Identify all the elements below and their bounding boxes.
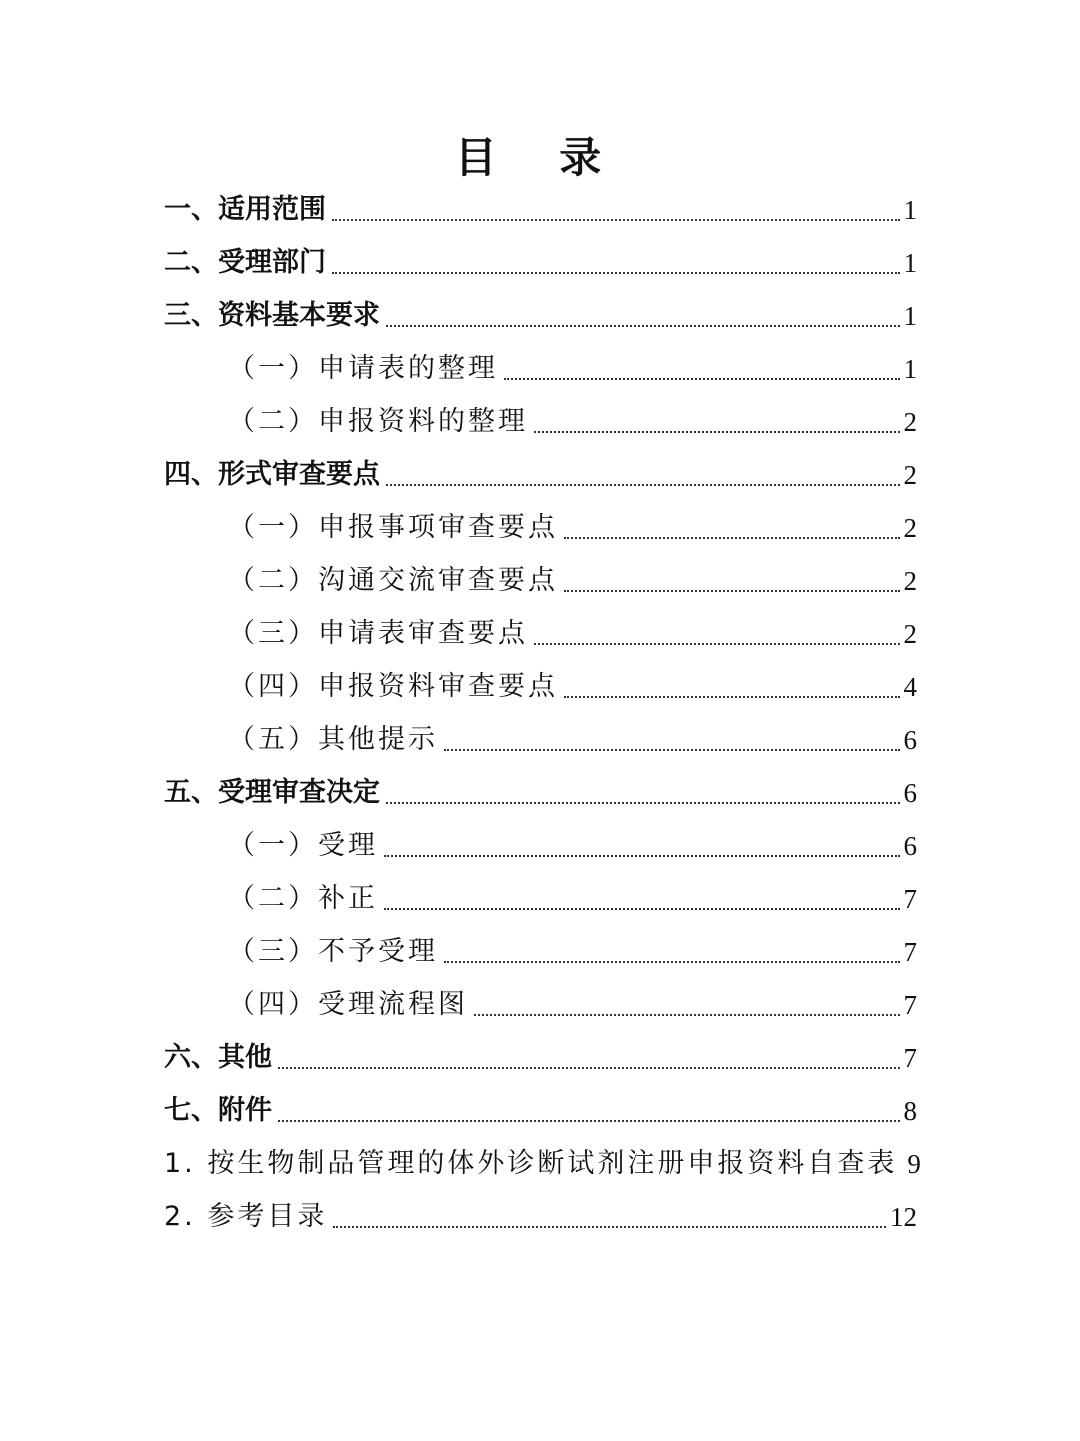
dot-leader [564,590,900,592]
dot-leader [444,961,900,963]
toc-entry[interactable] [228,826,917,866]
toc-entry-label: （一）申请表的整理 [228,353,498,384]
toc-entry[interactable] [164,190,917,230]
toc-entry-label: 五、受理审查决定 [164,777,380,808]
toc-entry-label: （四）受理流程图 [228,989,468,1020]
toc-entry-page: 2 [903,460,917,490]
toc-entry-page: 6 [903,831,917,861]
toc-entry[interactable] [228,985,917,1025]
dot-leader [474,1014,900,1016]
toc-entry-page: 7 [903,937,917,967]
toc-entry-label: 三、资料基本要求 [164,300,380,331]
dot-leader [564,537,900,539]
toc-entry[interactable] [164,243,917,283]
toc-entry-label: 2. 参考目录 [164,1201,328,1232]
toc-entry-label: （三）申请表审查要点 [228,618,528,649]
dot-leader [278,1067,900,1069]
toc-entry[interactable] [228,561,917,601]
toc-entry-label: （三）不予受理 [228,936,438,967]
toc-entry-page: 2 [903,566,917,596]
toc-entry-label: （一）受理 [228,830,378,861]
toc-entry-page: 9 [907,1149,921,1179]
toc-entry-label: 1. 按生物制品管理的体外诊断试剂注册申报资料自查表 [164,1148,898,1179]
dot-leader [534,643,900,645]
toc-entry-page: 1 [903,248,917,278]
dot-leader [333,1226,886,1228]
toc-entry-page: 7 [903,884,917,914]
toc-entry[interactable] [228,720,917,760]
dot-leader [386,484,900,486]
toc-entry[interactable] [164,1038,917,1078]
toc-entry-page: 12 [890,1202,917,1232]
dot-leader [504,378,900,380]
toc-entry-label: 四、形式审查要点 [164,459,380,490]
toc-entry[interactable] [164,296,917,336]
toc-entry-label: 六、其他 [164,1042,272,1073]
dot-leader [386,802,900,804]
toc-entry-label: （二）申报资料的整理 [228,406,528,437]
toc-entry[interactable] [228,508,917,548]
page-title: 目 录 [454,133,626,182]
toc-entry-page: 6 [903,725,917,755]
dot-leader [384,908,900,910]
toc-entry-page: 2 [903,513,917,543]
toc-entry-page: 2 [903,619,917,649]
toc-entry-page: 7 [903,990,917,1020]
toc-entry-page: 1 [903,354,917,384]
dot-leader [278,1120,900,1122]
toc-entry[interactable] [164,1197,917,1237]
toc-entry-page: 1 [903,301,917,331]
toc-entry-page: 6 [903,778,917,808]
toc-entry[interactable] [228,402,917,442]
toc-entry-page: 7 [903,1043,917,1073]
dot-leader [564,696,900,698]
dot-leader [444,749,900,751]
toc-entry-page: 1 [903,195,917,225]
toc-entry-label: 七、附件 [164,1095,272,1126]
toc-entry[interactable] [164,1091,917,1131]
toc-entry-label: （四）申报资料审查要点 [228,671,558,702]
toc-entry[interactable] [228,349,917,389]
toc-entry[interactable] [228,614,917,654]
dot-leader [534,431,900,433]
toc-entry[interactable] [164,455,917,495]
toc-entry-label: （五）其他提示 [228,724,438,755]
toc-entry-page: 2 [903,407,917,437]
toc-entry[interactable] [228,932,917,972]
toc-entry-label: （二）补正 [228,883,378,914]
toc-entry[interactable] [164,1144,921,1184]
toc-entry-label: 一、适用范围 [164,194,326,225]
dot-leader [384,855,900,857]
toc-entry-label: （一）申报事项审查要点 [228,512,558,543]
dot-leader [386,325,900,327]
toc-entry[interactable] [228,879,917,919]
toc-entry[interactable] [228,667,917,707]
toc-entry-page: 8 [903,1096,917,1126]
dot-leader [332,219,900,221]
toc-entry-label: 二、受理部门 [164,247,326,278]
dot-leader [332,272,900,274]
toc-entry-label: （二）沟通交流审查要点 [228,565,558,596]
toc-entry[interactable] [164,773,917,813]
toc-entry-page: 4 [903,672,917,702]
